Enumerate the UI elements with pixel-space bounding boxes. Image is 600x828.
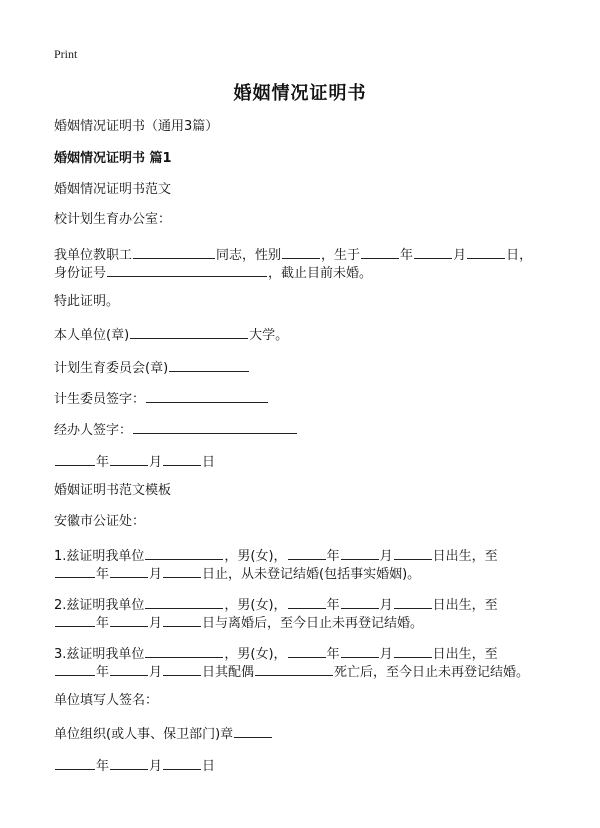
committee-signature-blank — [146, 388, 268, 403]
year-label: 年 — [326, 598, 340, 613]
year-blank — [55, 563, 95, 578]
month-label: 月 — [149, 455, 163, 470]
day-blank — [163, 755, 201, 770]
month-label: 月 — [149, 665, 163, 680]
family-planning-blank — [169, 357, 249, 372]
unit-org-seal-label: 单位组织(或人事、保卫部门)章 — [54, 727, 234, 742]
year-blank — [55, 661, 95, 676]
document-subtitle: 婚姻情况证明书（通用3篇） — [54, 119, 219, 134]
year-label: 年 — [96, 567, 110, 582]
spouse-name-blank — [255, 661, 333, 676]
month-blank — [110, 563, 148, 578]
cert-text: ，生于 — [321, 248, 361, 263]
item-text: ，男(女)， — [224, 598, 287, 613]
handler-signature-line — [54, 419, 298, 440]
year-blank — [55, 612, 95, 627]
addressee-notary-office: 安徽市公证处： — [54, 514, 146, 529]
item-text: ，男(女)， — [224, 549, 287, 564]
birth-day-blank — [394, 545, 432, 560]
family-planning-seal-label: 计划生育委员会(章) — [54, 361, 169, 376]
month-label: 月 — [149, 616, 163, 631]
name-blank — [145, 643, 223, 658]
birth-day-blank — [467, 244, 505, 259]
year-label: 年 — [96, 665, 110, 680]
document-title: 婚姻情况证明书 — [233, 83, 367, 104]
certificate-line-2 — [54, 262, 372, 283]
day-label: 日 — [202, 759, 216, 774]
item-text: 日止，从未登记结婚(包括事实婚姻)。 — [202, 567, 421, 582]
committee-signature-label: 计生委员签字： — [54, 392, 146, 407]
month-label: 月 — [453, 248, 467, 263]
year-label: 年 — [96, 455, 110, 470]
print-label: Print — [54, 47, 78, 61]
unit-signer-label: 单位填写人签名： — [54, 693, 159, 708]
name-blank — [145, 545, 223, 560]
birth-day-blank — [394, 643, 432, 658]
name-blank — [133, 244, 215, 259]
unit-blank — [130, 324, 248, 339]
family-planning-seal-line — [54, 357, 250, 378]
handler-signature-label: 经办人签字： — [54, 423, 133, 438]
item-1-line-2 — [54, 563, 420, 584]
date-line-1 — [54, 451, 215, 472]
month-label: 月 — [149, 759, 163, 774]
year-label: 年 — [326, 647, 340, 662]
birth-month-blank — [341, 594, 379, 609]
sample-label: 婚姻情况证明书范文 — [54, 182, 172, 197]
birth-year-blank — [288, 643, 326, 658]
date-line-2 — [54, 755, 215, 776]
month-label: 月 — [149, 567, 163, 582]
year-blank — [55, 451, 95, 466]
day-blank — [163, 563, 201, 578]
item-text: 3.兹证明我单位 — [54, 647, 145, 662]
item-text: 日出生，至 — [432, 549, 498, 564]
birth-month-blank — [414, 244, 452, 259]
month-label: 月 — [379, 598, 393, 613]
name-blank — [145, 594, 223, 609]
cert-text: ，截止目前未婚。 — [268, 266, 373, 281]
id-number-blank — [107, 262, 267, 277]
item-3-line-2 — [54, 661, 529, 682]
item-text: 死亡后，至今日止未再登记结婚。 — [334, 665, 530, 680]
birth-year-blank — [288, 594, 326, 609]
committee-signature-line — [54, 388, 269, 409]
month-label: 月 — [379, 549, 393, 564]
year-label: 年 — [400, 248, 414, 263]
day-blank — [163, 661, 201, 676]
month-blank — [110, 661, 148, 676]
unit-seal-label: 本人单位(章) — [54, 328, 130, 343]
birth-year-blank — [288, 545, 326, 560]
birth-year-blank — [361, 244, 399, 259]
month-blank — [110, 612, 148, 627]
item-text: 日出生，至 — [432, 598, 498, 613]
item-text: 日出生，至 — [432, 647, 498, 662]
cert-text: 身份证号 — [54, 266, 107, 281]
month-blank — [110, 755, 148, 770]
day-blank — [163, 612, 201, 627]
birth-month-blank — [341, 545, 379, 560]
year-label: 年 — [96, 759, 110, 774]
template-label: 婚姻证明书范文模板 — [54, 483, 172, 498]
item-2-line-2 — [54, 612, 423, 633]
item-text: 日与离婚后，至今日止未再登记结婚。 — [202, 616, 424, 631]
item-text: 1.兹证明我单位 — [54, 549, 145, 564]
cert-text: 同志，性别 — [216, 248, 282, 263]
item-text: 2.兹证明我单位 — [54, 598, 145, 613]
year-label: 年 — [96, 616, 110, 631]
addressee-school-office: 校计划生育办公室： — [54, 212, 172, 227]
unit-seal-suffix: 大学。 — [249, 328, 289, 343]
unit-org-seal-line — [54, 723, 273, 744]
month-label: 月 — [379, 647, 393, 662]
gender-blank — [282, 244, 320, 259]
day-blank — [163, 451, 201, 466]
month-blank — [110, 451, 148, 466]
hereby-certify: 特此证明。 — [54, 294, 120, 309]
unit-org-seal-blank — [234, 723, 272, 738]
day-label: 日， — [506, 248, 533, 263]
year-label: 年 — [326, 549, 340, 564]
item-text: 日其配偶 — [202, 665, 255, 680]
handler-signature-blank — [133, 419, 297, 434]
unit-seal-line — [54, 324, 288, 345]
birth-month-blank — [341, 643, 379, 658]
birth-day-blank — [394, 594, 432, 609]
cert-text: 我单位教职工 — [54, 248, 133, 263]
section-heading: 婚姻情况证明书 篇1 — [54, 151, 172, 166]
item-text: ，男(女)， — [224, 647, 287, 662]
day-label: 日 — [202, 455, 216, 470]
year-blank — [55, 755, 95, 770]
